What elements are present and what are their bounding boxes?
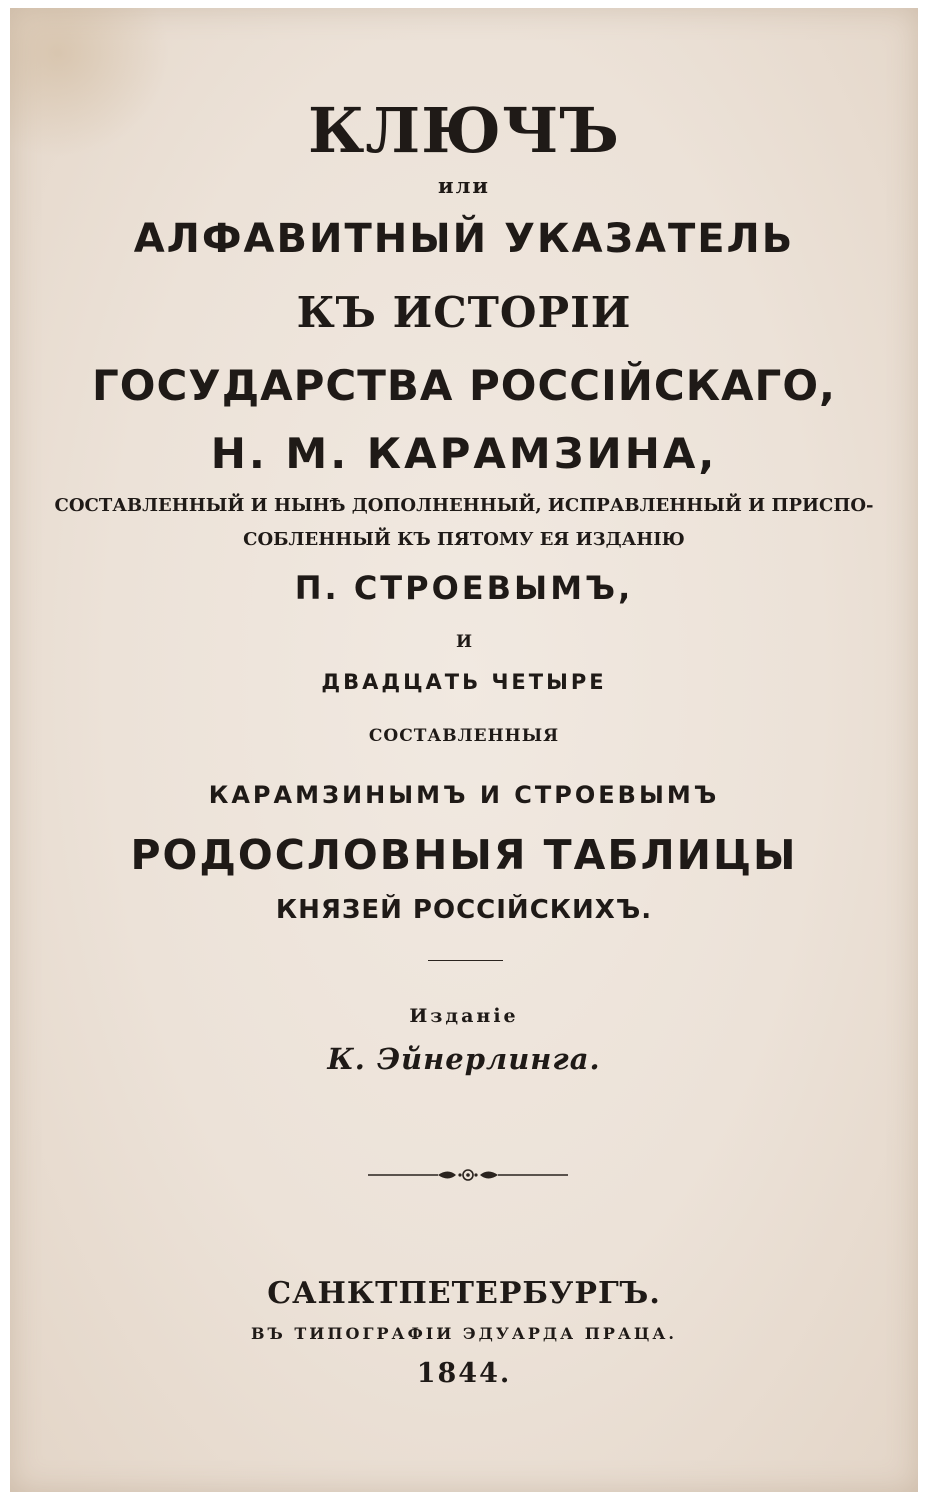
year-line: 1844. [416, 1358, 512, 1389]
divider-rule [428, 960, 503, 961]
edition-label: Изданіе [409, 1005, 519, 1027]
compiled-line-2: СОБЛЕННЫЙ КЪ ПЯТОМУ ЕЯ ИЗДАНІЮ [243, 529, 685, 550]
book-title: КЛЮЧЪ [308, 94, 620, 167]
alphabet-index-heading: АЛФАВИТНЫЙ УКАЗАТЕЛЬ [133, 216, 795, 262]
compiled-plural-line: СОСТАВЛЕННЫЯ [368, 726, 560, 746]
printing-house-line: ВЪ ТИПОГРАФІИ ЭДУАРДА ПРАЦА. [251, 1324, 677, 1343]
conjunction-i: И [455, 632, 473, 652]
compiler-line: П. СТРОЕВЫМЪ, [294, 569, 634, 607]
author-line: Н. М. КАРАМЗИНА, [210, 429, 718, 478]
publisher-name: К. Эйнерлинга. [327, 1042, 601, 1076]
compiled-line-1: СОСТАВЛЕННЫЙ И НЫНѢ ДОПОЛНЕННЫЙ, ИСПРАВЛЕННЫЙ И ПРИСПО- [54, 495, 874, 516]
to-history-line: КЪ ИСТОРІИ [296, 288, 632, 337]
karamzin-stroev-line: КАРАМЗИНЫМЪ И СТРОЕВЫМЪ [208, 781, 720, 809]
city-line: САНКТПЕТЕРБУРГЪ. [267, 1276, 661, 1311]
title-page [10, 8, 918, 1492]
conjunction-ili: или [438, 173, 490, 198]
princes-line: КНЯЗЕЙ РОССІЙСКИХЪ. [275, 895, 653, 925]
title-page-content [10, 8, 918, 1492]
twenty-four-line: ДВАДЦАТЬ ЧЕТЫРЕ [321, 670, 607, 694]
genealogical-tables-heading: РОДОСЛОВНЫЯ ТАБЛИЦЫ [130, 831, 798, 879]
ornament-divider-icon [368, 1165, 568, 1185]
state-line: ГОСУДАРСТВА РОССІЙСКАГО, [92, 361, 836, 410]
